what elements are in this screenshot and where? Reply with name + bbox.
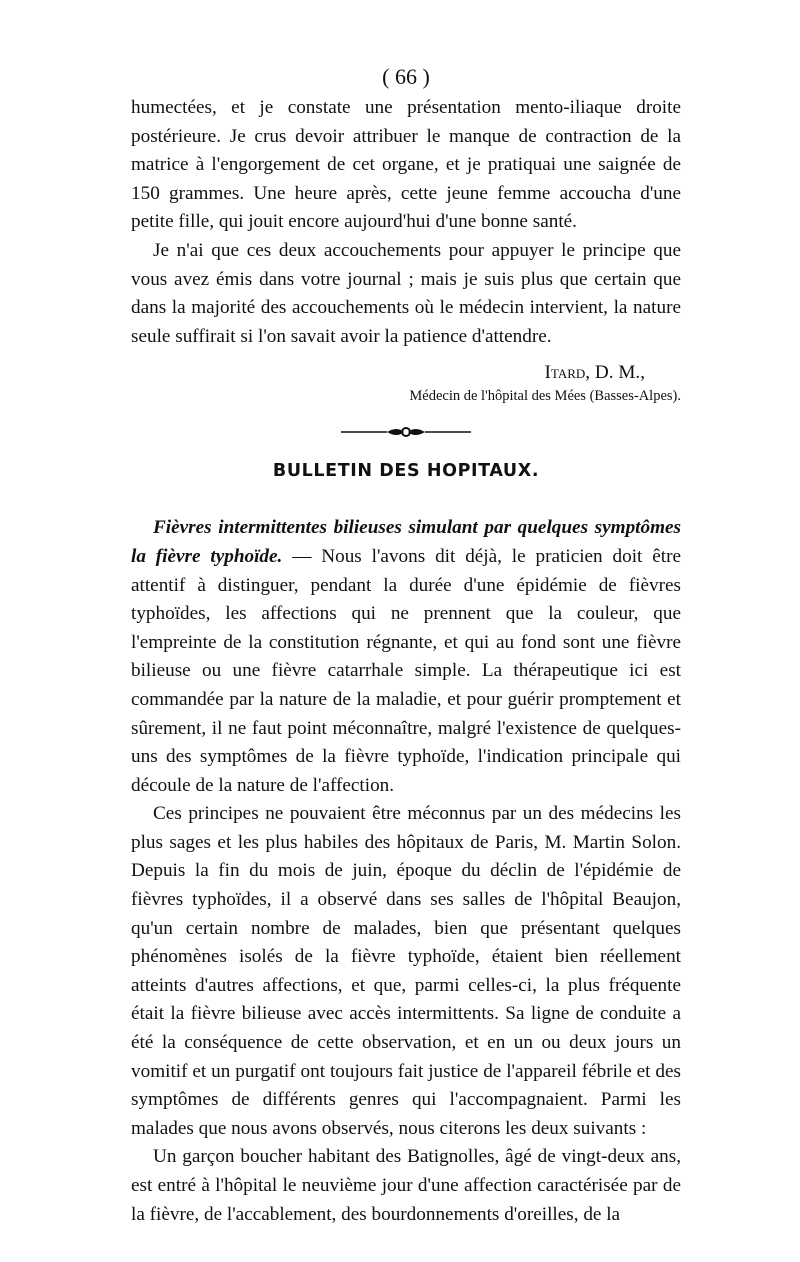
section-title: BULLETIN DES HOPITAUX. <box>272 461 540 482</box>
signature-suffix: , D. M., <box>585 362 645 384</box>
signature-name: Itard <box>544 362 586 384</box>
section-paragraph-2: Un garçon boucher habitant des Batignolles, âgé de vingt-deux ans, est entré à l'hôpital le neuvième jour d'une affection caractérisée par de la fièvre, de l'accablement, des bourdonnements d'oreilles, de la <box>131 1146 681 1225</box>
section-divider-ornament <box>131 422 681 442</box>
signature <box>131 359 681 386</box>
letter-paragraph-1: humectées, et je constate une présentation mento-iliaque droite postérieure. Je crus devoir attribuer le manque de contraction de la matrice à l'engorgement de cet organe, et je pratiquai une saignée de 150 grammes. Une heure après, cette jeune femme accoucha d'une petite fille, qui jouit encore aujourd'hui d'une bonne santé. <box>131 97 681 233</box>
section-lead-paragraph <box>131 514 681 800</box>
divider-ornament-icon <box>341 425 471 439</box>
signature-affiliation: Médecin de l'hôpital des Mées (Basses-Alpes). <box>409 388 681 405</box>
section-lead-text: — Nous l'avons dit déjà, le praticien doit être attentif à distinguer, pendant la durée d'une épidémie de fièvres typhoïdes, les affections qui ne prennent que la couleur, que l'empreinte de la constitution régnante, et qui au fond sont une fièvre bilieuse ou une fièvre catarrhale simple. La thérapeutique ici est commandée par la nature de la maladie, et pour guérir promptement et sûrement, il ne faut point méconnaître, malgré l'existence de quelques-uns des symptômes de la fièvre typhoïde, l'indication principale qui découle de la nature de l'affection. <box>131 545 681 796</box>
section-paragraph-1: Ces principes ne pouvaient être méconnus par un des médecins les plus sages et les plus habiles des hôpitaux de Paris, M. Martin Solon. Depuis la fin du mois de juin, époque du déclin de l'épidémie de fièvres typhoïdes, il a observé dans ses salles de l'hôpital Beaujon, qu'un certain nombre de malades, bien que présentant quelques phénomènes isolés de la fièvre typhoïde, étaient bien réellement atteints d'autres affections, et que, parmi celles-ci, la plus fréquente était la fièvre bilieuse avec accès intermittents. Sa ligne de conduite a été la conséquence de cette observation, et en un ou deux jours un vomitif et un purgatif ont toujours fait justice de l'appareil fébrile et des symptômes de différents genres qui l'accompagnaient. Parmi les malades que nous avons observés, nous citerons les deux suivants : <box>131 803 681 1139</box>
page-number: ( 66 ) <box>382 64 430 89</box>
document-page <box>131 60 681 1229</box>
letter-paragraph-2: Je n'ai que ces deux accouchements pour appuyer le principe que vous avez émis dans votre journal ; mais je suis plus que certain que dans la majorité des accouchements où le médecin intervient, la nature seule suffirait si l'on savait avoir la patience d'attendre. <box>131 239 681 347</box>
section-lead-title: Fièvres intermittentes bilieuses simulant par quelques symptômes la fièvre typhoïde. <box>131 517 681 567</box>
